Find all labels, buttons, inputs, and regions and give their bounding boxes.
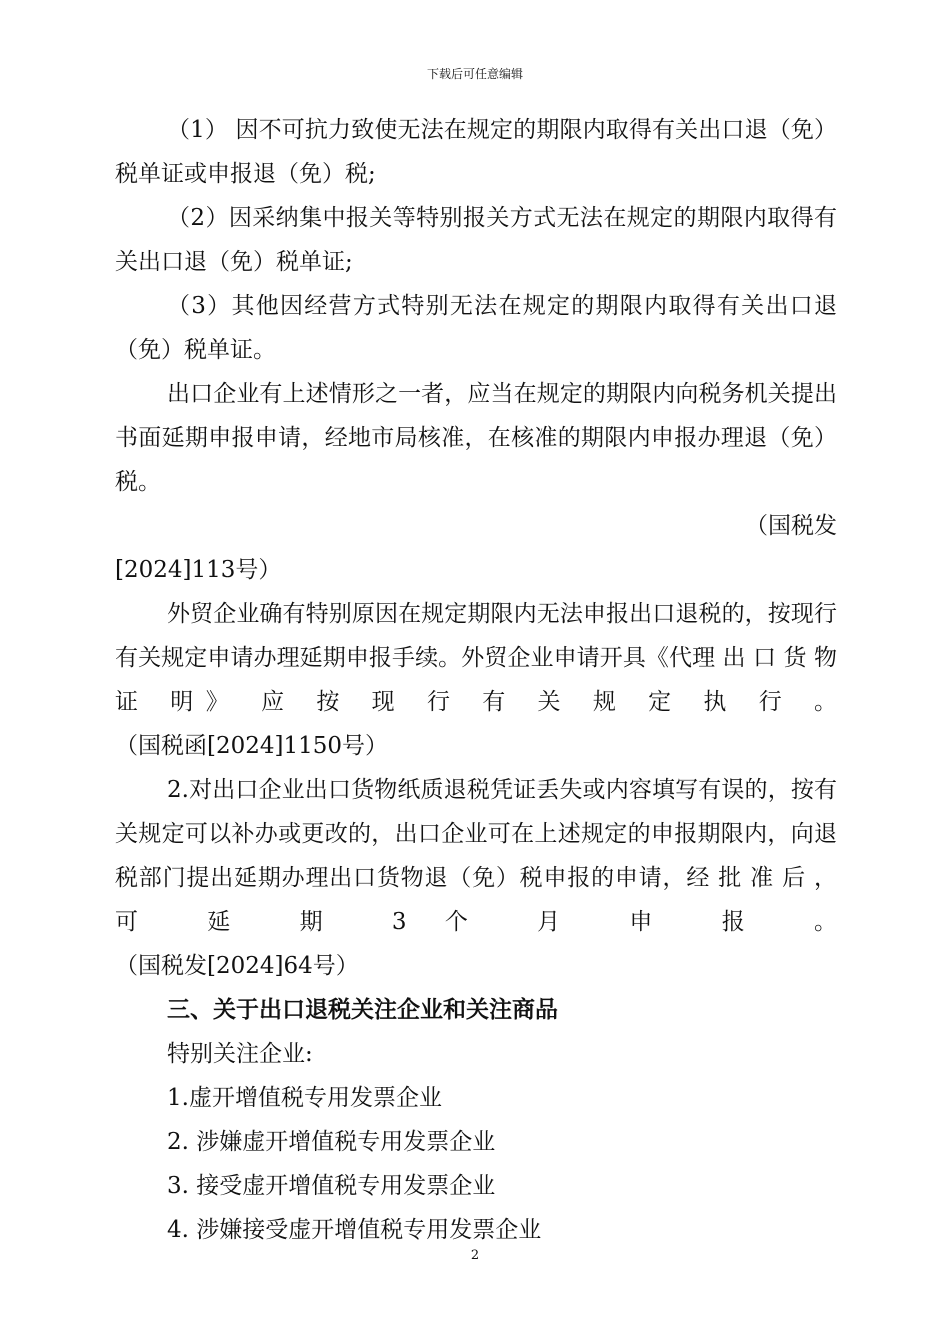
paragraph-lost-vouchers: 2.对出口企业出口货物纸质退税凭证丢失或内容填写有误的，按有关规定可以补办或更改的，出口企业可在上述规定的申报期限内，向退税部门提出延期办理出口货物退（免）税申报的申请，经 批 准 后 ， 可 延 期 3 个 月 申 报 。: [115, 777, 837, 935]
list-item: 2. 涉嫌虚开增值税专用发票企业: [167, 1129, 496, 1155]
list-item: 4. 涉嫌接受虚开增值税专用发票企业: [167, 1217, 542, 1243]
paragraph-extension-application: 出口企业有上述情形之一者，应当在规定的期限内向税务机关提出书面延期申报申请，经地市局核准，在核准的期限内申报办理退（免）税。: [115, 381, 837, 495]
citation-guoshuihan: （国税函[2024]1150号）: [115, 733, 389, 759]
paragraph-force-majeure: （1） 因不可抗力致使无法在规定的期限内取得有关出口退（免）税单证或申报退（免）税;: [115, 117, 837, 187]
section-intro: 特别关注企业:: [167, 1041, 313, 1067]
page-number: 2: [470, 1248, 480, 1263]
paragraph-special-operation: （3）其他因经营方式特别无法在规定的期限内取得有关出口退（免）税单证。: [115, 293, 837, 363]
paragraph-special-customs: （2）因采纳集中报关等特别报关方式无法在规定的期限内取得有关出口退（免）税单证;: [115, 205, 837, 275]
document-body: [115, 108, 837, 1252]
citation-guoshuifa-64: （国税发[2024]64号）: [115, 953, 359, 979]
page-header: 下载后可任意编辑: [426, 67, 523, 81]
paragraph-foreign-trade: 外贸企业确有特别原因在规定期限内无法申报出口退税的，按现行有关规定申请办理延期申报手续。外贸企业申请开具《代理 出 口 货 物 证 明》 应 按 现 行 有 关 规 定 执 行 。: [115, 601, 837, 715]
list-item: 1.虚开增值税专用发票企业: [167, 1085, 442, 1111]
citation-line2: [2024]113号）: [115, 557, 282, 583]
section-heading: 三、关于出口退税关注企业和关注商品: [167, 996, 558, 1023]
citation-line1: （国税发: [745, 513, 837, 539]
list-item: 3. 接受虚开增值税专用发票企业: [167, 1173, 496, 1199]
